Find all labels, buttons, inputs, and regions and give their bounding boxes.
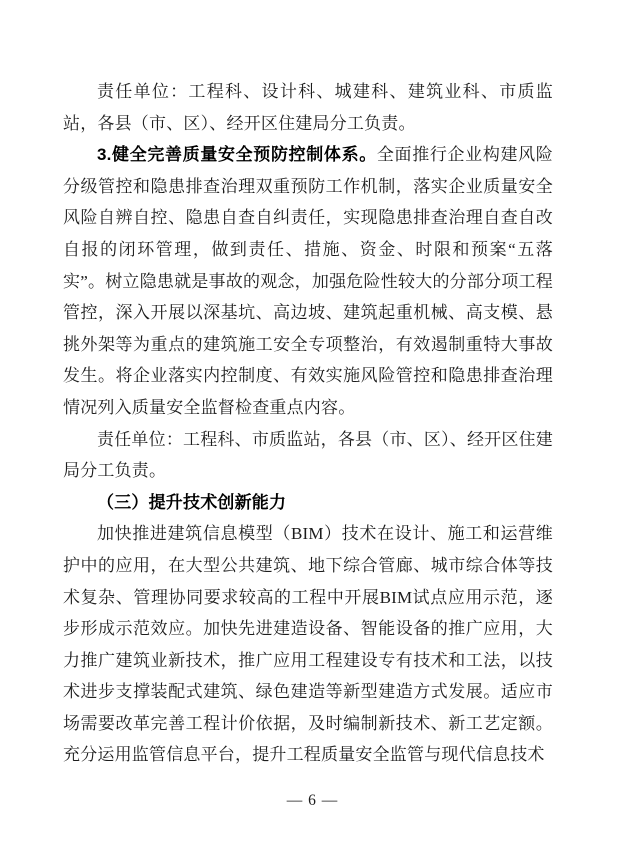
paragraph-responsible-units-1: 责任单位：工程科、设计科、城建科、建筑业科、市质监站，各县（市、区）、经开区住建局分工负责。 [63,82,553,133]
paragraph-item-3-prevention-system [63,139,553,423]
paragraph-item-3-bold-heading: 3.健全完善质量安全预防控制体系。 [97,145,377,165]
paragraph-responsible-units-2: 责任单位：工程科、市质监站，各县（市、区）、经开区住建局分工负责。 [63,429,553,481]
paragraph-tech-innovation-body: 加快推进建筑信息模型（BIM）技术在设计、施工和运营维护中的应用，在大型公共建筑、地下综合管廊、城市综合体等技术复杂、管理协同要求较高的工程中开展BIM试点应用示范，逐步形成示范效应。加快先进建造设备、智能设备的推广应用，大力推广建筑业新技术，推广应用工程建设专有技术和工法，以技术进步支撑装配式建筑、绿色建造等新型建造方式发展。适应市场需要改革完善工程计价依据，及时编制新技术、新工艺定额。充分运用监管信息平台，提升工程质量安全监管与现代信息技术 [63,524,553,765]
paragraph-item-3-body-text: 全面推行企业构建风险分级管控和隐患排查治理双重预防工作机制，落实企业质量安全风险自辨自控、隐患自查自纠责任，实现隐患排查治理自查自改自报的闭环管理，做到责任、措施、资金、时限和预案“五落实”。树立隐患就是事故的观念，加强危险性较大的分部分项工程管控，深入开展以深基坑、高边坡、建筑起重机械、高支模、悬挑外架等为重点的建筑施工安全专项整治，有效遏制重特大事故发生。将企业落实内控制度、有效实施风险管控和隐患排查治理情况列入质量安全监督检查重点内容。 [63,145,554,417]
section-heading-tech-innovation: （三）提升技术创新能力 [97,492,287,512]
document-body [63,76,553,771]
page-number: — 6 — [286,792,339,809]
